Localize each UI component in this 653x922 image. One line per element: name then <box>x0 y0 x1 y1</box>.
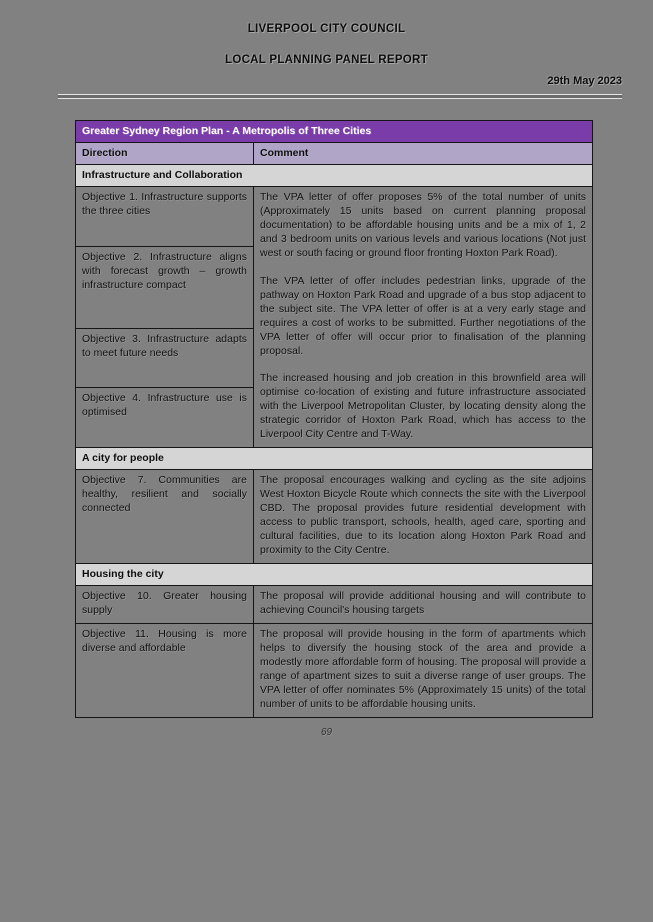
report-date: 29th May 2023 <box>547 75 622 87</box>
column-header-row <box>76 143 593 165</box>
table-title: Greater Sydney Region Plan - A Metropolis of Three Cities <box>76 121 593 143</box>
column-header-comment: Comment <box>254 143 593 165</box>
region-plan-table <box>75 120 593 718</box>
comment-objective-11 <box>254 623 593 717</box>
header-divider <box>58 94 622 99</box>
comment-objective-7 <box>254 470 593 564</box>
comment-paragraph: The proposal encourages walking and cycling as the site adjoins West Hoxton Bicycle Route which connects the site with the Liverpool CBD. The proposal provides future residential development with access to public transport, schools, health, aged care, sporting and cultural facilities, due to its location along Hoxton Park Road and proximity to the City Centre. <box>260 474 586 557</box>
comment-objective-10 <box>254 585 593 623</box>
section-heading-infrastructure: Infrastructure and Collaboration <box>76 165 593 187</box>
direction-objective-2: Objective 2. Infrastructure aligns with forecast growth – growth infrastructure compact <box>76 246 254 328</box>
comment-objectives-1-4 <box>254 187 593 448</box>
direction-objective-11: Objective 11. Housing is more diverse and affordable <box>76 623 254 717</box>
page-number: 69 <box>320 726 333 738</box>
council-title: LIVERPOOL CITY COUNCIL <box>247 23 406 35</box>
column-header-direction: Direction <box>76 143 254 165</box>
section-heading-city-for-people: A city for people <box>76 448 593 470</box>
comment-paragraph: The increased housing and job creation in this brownfield area will optimise co-location of existing and future infrastructure associated with the Liverpool Metropolitan Cluster, by locating density along the strategic corridor of Hoxton Park Road, which has access to the Liverpool City Centre and T-Way. <box>260 372 586 441</box>
direction-objective-3: Objective 3. Infrastructure adapts to meet future needs <box>76 328 254 388</box>
direction-objective-7: Objective 7. Communities are healthy, resilient and socially connected <box>76 470 254 564</box>
table-row <box>76 470 593 564</box>
direction-objective-10: Objective 10. Greater housing supply <box>76 585 254 623</box>
direction-objective-4: Objective 4. Infrastructure use is optimised <box>76 388 254 448</box>
comment-paragraph: The VPA letter of offer includes pedestrian links, upgrade of the pathway on Hoxton Park Road and upgrade of a bus stop adjacent to the subject site. The VPA letter of offer is at a very early stage and requires a cost of works to be submitted. Further negotiations of the VPA letter of offer will occur prior to finalisation of the planning proposal. <box>260 274 586 357</box>
report-title: LOCAL PLANNING PANEL REPORT <box>225 54 428 66</box>
comment-paragraph: The VPA letter of offer proposes 5% of the total number of units (Approximately 15 units based on current planning proposal documentation) to be affordable housing units and be a mix of 1, 2 and 3 bedroom units on various levels and various locations (Not just west or south facing or ground floor fronting Hoxton Park Road). <box>260 191 586 259</box>
section-heading-housing-the-city: Housing the city <box>76 563 593 585</box>
direction-objective-1: Objective 1. Infrastructure supports the three cities <box>76 187 254 247</box>
table-row <box>76 585 593 623</box>
section-row <box>76 563 593 585</box>
section-row <box>76 448 593 470</box>
table-title-row <box>76 121 593 143</box>
table-row <box>76 623 593 717</box>
section-row <box>76 165 593 187</box>
comment-paragraph: The proposal will provide housing in the form of apartments which helps to diversify the housing stock of the area and provide a modestly more affordable form of housing. The proposal will provide a range of apartment sizes to suit a diverse range of user groups. The VPA letter of offer nominates 5% (Approximately 15 units) of the total number of units to be affordable housing units. <box>260 627 586 710</box>
comment-paragraph: The proposal will provide additional housing and will contribute to achieving Council's housing targets <box>260 589 586 616</box>
table-row <box>76 187 593 247</box>
